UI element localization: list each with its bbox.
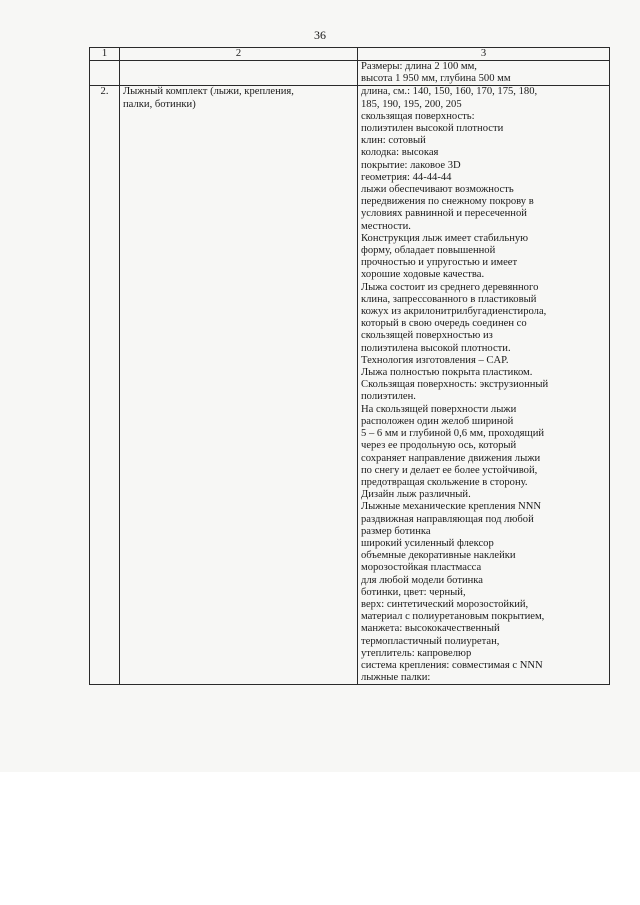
description-line: расположен один желоб шириной xyxy=(361,415,514,427)
description-line: прочностью и упругостью и имеет xyxy=(361,257,518,269)
description-line: который в свою очередь соединен со xyxy=(361,318,527,330)
description-line: кожух из акрилонитрилбугадиенстирола, xyxy=(361,306,547,318)
row-number-cell: 2. xyxy=(90,86,120,685)
description-line: Конструкция лыж имеет стабильную xyxy=(361,232,529,244)
description-line: раздвижная направляющая под любой xyxy=(361,513,534,525)
description-line: 5 – 6 мм и глубиной 0,6 мм, проходящий xyxy=(361,428,545,440)
description-line: манжета: высококачественный xyxy=(361,623,500,635)
description-line: широкий усиленный флексор xyxy=(361,537,494,549)
description-line: материал с полиуретановым покрытием, xyxy=(361,611,545,623)
table-row xyxy=(90,61,610,86)
description-line: местности. xyxy=(361,220,411,232)
description-line: клина, запрессованного в пластиковый xyxy=(361,293,537,305)
table-header-row xyxy=(90,48,610,61)
item-description-cell xyxy=(358,61,610,86)
description-line: полиэтилена высокой плотности. xyxy=(361,342,511,354)
description-line: Лыжа состоит из среднего деревянного xyxy=(361,281,539,293)
description-line: полиэтилен. xyxy=(361,391,416,403)
description-line: утеплитель: капровелюр xyxy=(361,647,472,659)
description-line: скользящей поверхностью из xyxy=(361,330,493,342)
item-name-cell xyxy=(120,61,358,86)
description-line: термопластичный полиуретан, xyxy=(361,635,500,647)
description-line: скользящая поверхность: xyxy=(361,110,475,122)
description-line: через ее продольную ось, который xyxy=(361,440,517,452)
description-line: Технология изготовления – CAP. xyxy=(361,354,509,366)
description-line: по снегу и делает ее более устойчивой, xyxy=(361,464,538,476)
description-line: Размеры: длина 2 100 мм, xyxy=(361,61,477,72)
description-line: лыжи обеспечивают возможность xyxy=(361,184,514,196)
description-line: длина, см.: 140, 150, 160, 170, 175, 180, xyxy=(361,86,538,98)
spec-table xyxy=(89,47,610,685)
description-line: ботинки, цвет: черный, xyxy=(361,586,466,598)
description-line: На скользящей поверхности лыжи xyxy=(361,403,517,415)
description-line: высота 1 950 мм, глубина 500 мм xyxy=(361,73,511,85)
description-line: клин: сотовый xyxy=(361,135,426,147)
description-line: геометрия: 44-44-44 xyxy=(361,171,452,183)
description-line: форму, обладает повышенной xyxy=(361,245,496,257)
description-line: покрытие: лаковое 3D xyxy=(361,159,461,171)
row-number-cell xyxy=(90,61,120,86)
table-row xyxy=(90,86,610,685)
description-line: условиях равнинной и пересеченной xyxy=(361,208,527,220)
item-name-cell xyxy=(120,86,358,685)
description-line: объемные декоративные наклейки xyxy=(361,550,516,562)
description-line: система крепления: совместимая с NNN xyxy=(361,659,543,671)
description-line: Дизайн лыж различный. xyxy=(361,489,471,501)
column-header-1: 1 xyxy=(90,48,120,61)
page-number: 36 xyxy=(314,28,326,42)
column-header-3: 3 xyxy=(358,48,610,61)
blank-margin xyxy=(0,772,640,905)
description-line: размер ботинка xyxy=(361,525,431,537)
description-line: хорошие ходовые качества. xyxy=(361,269,485,281)
description-line: верх: синтетический морозостойкий, xyxy=(361,598,529,610)
item-description-cell xyxy=(358,86,610,685)
description-line: лыжные палки: xyxy=(361,672,431,684)
description-line: полиэтилен высокой плотности xyxy=(361,123,504,135)
description-line: морозостойкая пластмасса xyxy=(361,562,482,574)
description-line: предотвращая скольжение в сторону. xyxy=(361,476,528,488)
description-line: 185, 190, 195, 200, 205 xyxy=(361,98,462,110)
description-line: сохраняет направление движения лыжи xyxy=(361,452,541,464)
description-line: Лыжные механические крепления NNN xyxy=(361,501,542,513)
description-line: колодка: высокая xyxy=(361,147,439,159)
description-line: для любой модели ботинка xyxy=(361,574,483,586)
item-name-line: палки, ботинки) xyxy=(123,98,196,110)
description-line: Скользящая поверхность: экструзионный xyxy=(361,379,549,391)
item-name-line: Лыжный комплект (лыжи, крепления, xyxy=(123,86,294,98)
description-line: Лыжа полностью покрыта пластиком. xyxy=(361,367,533,379)
description-line: передвижения по снежному покрову в xyxy=(361,196,534,208)
column-header-2: 2 xyxy=(120,48,358,61)
